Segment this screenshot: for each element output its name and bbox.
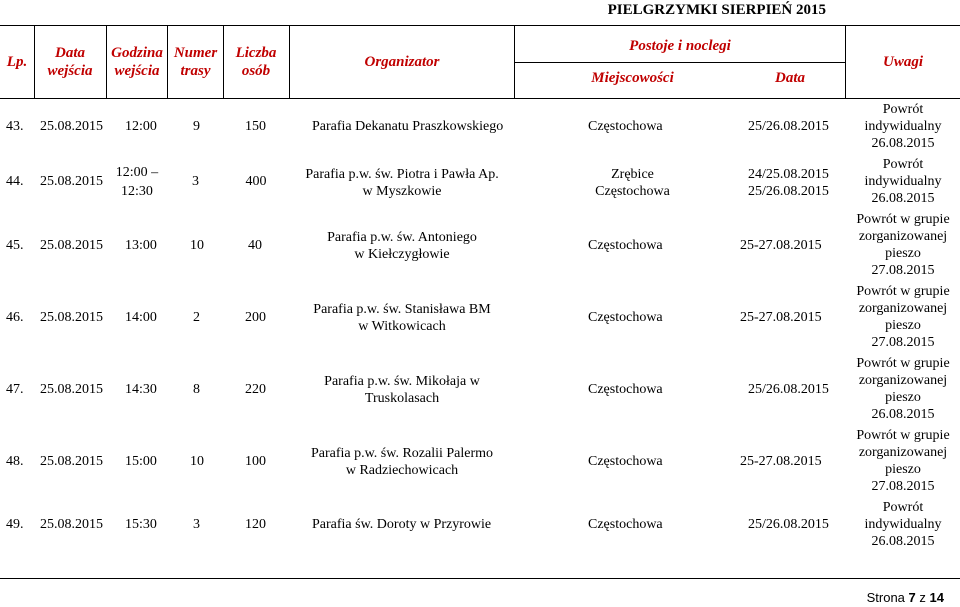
header-godzina: Godzina wejścia <box>111 45 163 79</box>
table-header <box>0 25 960 99</box>
header-organizator: Organizator <box>364 54 440 70</box>
header-lp: Lp. <box>6 54 28 70</box>
header-data: Data <box>775 70 805 86</box>
page-number: Strona 7 z 14 <box>866 590 944 605</box>
header-miejscowosci: Miejscowości <box>591 70 674 86</box>
footer-rule <box>0 578 960 579</box>
header-liczba-osob: Liczba osób <box>235 45 277 79</box>
header-uwagi: Uwagi <box>882 54 923 70</box>
page-title: PIELGRZYMKI SIERPIEŃ 2015 <box>607 2 826 18</box>
header-numer-trasy: Numer trasy <box>173 45 218 79</box>
header-data-wejscia: Data wejścia <box>47 45 93 79</box>
header-postoje: Postoje i noclegi <box>629 38 731 54</box>
